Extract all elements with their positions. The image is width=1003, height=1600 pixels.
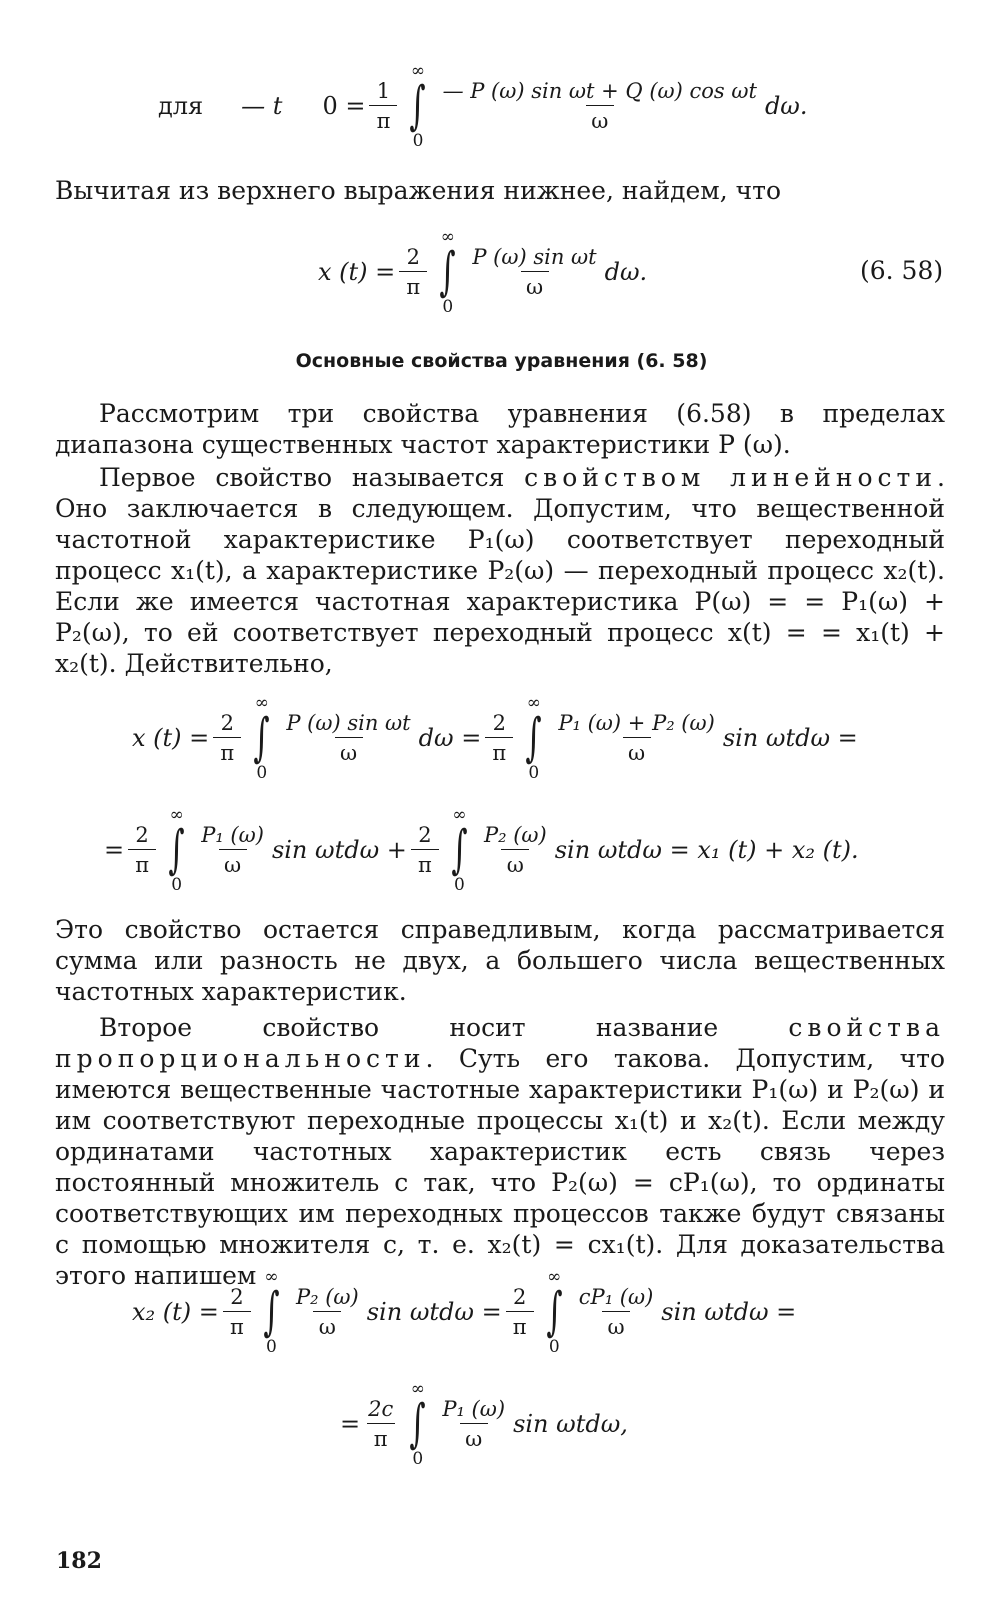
eqlin1-coef-a: $\frac{2}{\pi}$ (213, 713, 241, 764)
eqlin2-coef-b: $\frac{2}{\pi}$ (411, 825, 439, 876)
integral-sign: ∞ ∫ 0 (168, 805, 185, 895)
integral-sign: ∞ ∫ 0 (439, 227, 456, 317)
integral-sign: ∞ ∫ 0 (253, 693, 270, 783)
integral-sign: ∞ ∫ 0 (546, 1267, 563, 1357)
eqprop1-tail: sin ωtdω = (661, 1298, 797, 1326)
para4-start: Второе свойство носит название (99, 1013, 789, 1042)
eqlin2-mid: sin ωtdω + (271, 836, 407, 864)
section-heading: Основные свойства уравнения (6. 58) (295, 350, 708, 372)
equation-6-58 (318, 228, 647, 316)
eqlin1-lhs: x (t) = (132, 724, 210, 752)
integral-sign: ∞ ∫ 0 (263, 1267, 280, 1357)
eq658-tail: dω. (604, 258, 648, 286)
text-line-1: Вычитая из верхнего выражения нижнее, найдем, что (55, 176, 782, 205)
equation-number-6-58: (6. 58) (860, 256, 944, 285)
eqlin2-eq: = (104, 836, 125, 864)
eqprop2-coef: $\frac{2c}{\pi}$ (368, 1396, 394, 1451)
integral-sign: ∞ ∫ 0 (525, 693, 542, 783)
eq-top-fraction-coef: $\frac{1}{\pi}$ (369, 81, 397, 132)
integral-sign: ∞ ∫ 0 (409, 1379, 426, 1469)
eq658-lhs: x (t) = (318, 258, 396, 286)
eq-top-tail: dω. (764, 92, 808, 120)
equation-proportionality-2 (340, 1380, 628, 1468)
eqprop2-tail: sin ωtdω, (513, 1410, 628, 1438)
eqprop2-fraction: $\frac{\text{P₁ (ω)}}{\omega}$ (442, 1396, 506, 1451)
eqprop1-fraction-b: $\frac{\text{cP₁ (ω)}}{\omega}$ (578, 1284, 654, 1339)
eq-top-prefix: для (158, 92, 204, 120)
eqprop2-eq: = (340, 1410, 361, 1438)
equation-linearity-2 (104, 806, 859, 894)
eq658-coef: $\frac{2}{\pi}$ (399, 247, 427, 298)
equation-top (158, 62, 808, 150)
eqprop1-mid: sin ωtdω = (366, 1298, 502, 1326)
eqlin2-fraction-b: $\frac{\text{P₂ (ω)}}{\omega}$ (484, 822, 547, 877)
integral-sign: ∞ ∫ 0 (409, 61, 427, 151)
para2-rest: . Оно заключается в следующем. Допустим, что вещественной частотной характеристике P₁(ω) соответствует переходный процесс x₁(t), а характеристике P₂(ω) — переходный процесс x₂(t). Если же имеется частотная характеристика P(ω) = = P₁(ω) + P₂(ω), то ей соответствует переходный процесс x(t) = = x₁(t) + x₂(t). Действительно, (55, 463, 945, 678)
paragraph-3: Это свойство остается справедливым, когда рассматривается сумма или разность не двух, а большего числа вещественных частотных характеристик. (55, 915, 945, 1006)
eqprop1-coef-a: $\frac{2}{\pi}$ (223, 1287, 251, 1338)
eqlin1-mid: dω = (418, 724, 482, 752)
eqprop1-lhs: x₂ (t) = (132, 1298, 219, 1326)
page-number: 182 (56, 1548, 102, 1574)
eq-top-t: — t (241, 92, 283, 120)
eqlin1-coef-b: $\frac{2}{\pi}$ (485, 713, 513, 764)
eqlin1-fraction-a: $\frac{\text{P (ω) sin ωt}}{\omega}$ (286, 710, 411, 765)
eqlin2-coef-a: $\frac{2}{\pi}$ (128, 825, 156, 876)
equation-linearity-1 (132, 694, 858, 782)
para2-spaced-term: свойством линейности (524, 463, 938, 492)
eq-top-fraction-main: $\frac{\text{— P (ω) sin ωt + Q (ω) cos ωt}}{\omega}$ (442, 78, 757, 133)
paragraph-2 (55, 462, 945, 679)
paragraph-4 (55, 1012, 945, 1291)
eqlin1-tail: sin ωtdω = (722, 724, 858, 752)
para2-start: Первое свойство называется (99, 463, 525, 492)
integral-sign: ∞ ∫ 0 (451, 805, 468, 895)
eqlin2-tail: sin ωtdω = x₁ (t) + x₂ (t). (554, 836, 859, 864)
eqprop1-coef-b: $\frac{2}{\pi}$ (506, 1287, 534, 1338)
eq658-fraction: $\frac{\text{P (ω) sin ωt}}{\omega}$ (472, 244, 597, 299)
eq-top-lhs: 0 = (322, 92, 366, 120)
eqprop1-fraction-a: $\frac{\text{P₂ (ω)}}{\omega}$ (296, 1284, 359, 1339)
paragraph-1: Рассмотрим три свойства уравнения (6.58) в пределах диапазона существенных частот характеристики P (ω). (55, 399, 945, 459)
eqlin1-fraction-b: $\frac{\text{P₁ (ω) + P₂ (ω)}}{\omega}$ (558, 710, 715, 765)
para4-spaced-term: свойства пропорциональности (55, 1013, 945, 1073)
eqlin2-fraction-a: $\frac{\text{P₁ (ω)}}{\omega}$ (201, 822, 264, 877)
equation-proportionality-1 (132, 1268, 796, 1356)
para4-rest: . Суть его такова. Допустим, что имеются вещественные частотные характеристики P₁(ω) и P₂(ω) и им соответствуют переходные процессы x₁(t) и x₂(t). Если между ординатами частотных характеристик есть связь через постоянный множитель c так, что P₂(ω) = cP₁(ω), то ординаты соответствующих им переходных процессов также будут связаны с помощью множителя c, т. е. x₂(t) = cx₁(t). Для доказательства этого напишем (55, 1044, 945, 1290)
